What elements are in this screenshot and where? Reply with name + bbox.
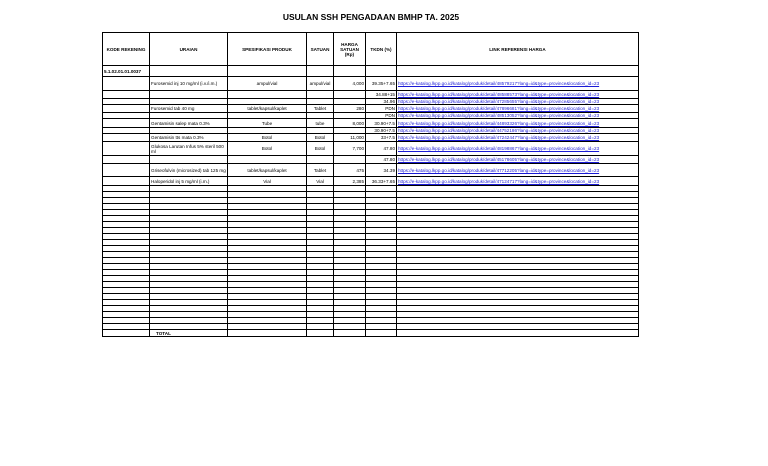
cell-satuan: Botol <box>307 142 334 156</box>
cell-tkdn: 30.90+7.5 <box>366 128 397 134</box>
cell-uraian <box>150 156 228 164</box>
cell-spesifikasi: tablet/kapsul/kaplet <box>228 164 307 177</box>
cell-satuan <box>307 156 334 164</box>
cell-kode <box>103 164 150 177</box>
cell-link <box>397 177 639 186</box>
cell-satuan <box>307 91 334 99</box>
cell-kode <box>103 156 150 164</box>
reference-link[interactable]: https://e-katalog.lkpp.go.id/katalog/produk/detail/48513052?lang=id&type=province&location_id=23 <box>398 113 600 118</box>
cell-link <box>397 77 639 91</box>
cell-tkdn: 36.33+7.65 <box>366 177 397 186</box>
cell-kode <box>103 105 150 113</box>
cell-kode <box>103 119 150 128</box>
cell-tkdn: 33+7.5 <box>366 134 397 142</box>
cell-spesifikasi: ampul/vial <box>228 77 307 91</box>
cell-harga <box>334 156 366 164</box>
cell-tkdn: 34.96 <box>366 99 397 105</box>
cell-uraian <box>150 91 228 99</box>
cell-kode <box>103 77 150 91</box>
cell-kode <box>103 177 150 186</box>
page-title: USULAN SSH PENGADAAN BMHP TA. 2025 <box>282 12 460 22</box>
table-row <box>103 119 639 128</box>
reference-link[interactable]: https://e-katalog.lkpp.go.id/katalog/produk/detail/48198867?lang=id&type=province&location_id=23 <box>398 146 600 151</box>
cell-tkdn: PDN <box>366 113 397 119</box>
section-row <box>103 66 639 77</box>
cell-satuan: tube <box>307 119 334 128</box>
reference-link[interactable]: https://e-katalog.lkpp.go.id/katalog/produk/detail/47712205?lang=id&type=province&location_id=23 <box>398 167 600 173</box>
cell-uraian: Furosemid inj 10 mg/ml (i.v./i.m.) <box>150 77 228 91</box>
cell-link <box>397 105 639 113</box>
cell-spesifikasi: Botol <box>228 134 307 142</box>
reference-link[interactable]: https://e-katalog.lkpp.go.id/katalog/produk/detail/47896681?lang=id&type=province&location_id=23 <box>398 106 600 111</box>
ssh-table <box>102 32 639 337</box>
cell-uraian: Furosemid tab 40 mg <box>150 105 228 113</box>
cell-tkdn: 39.35+7.65 <box>366 77 397 91</box>
cell-uraian: Gentamisin tts mata 0.3% <box>150 134 228 142</box>
cell-kode <box>103 134 150 142</box>
cell-spesifikasi: Tube <box>228 119 307 128</box>
cell-harga: 280 <box>334 105 366 113</box>
cell-kode <box>103 91 150 99</box>
table-header-row <box>103 33 639 66</box>
reference-link[interactable]: https://e-katalog.lkpp.go.id/katalog/produk/detail/47124717?lang=id&type=province&location_id=23 <box>398 178 600 184</box>
cell-spesifikasi: Botol <box>228 142 307 156</box>
cell-satuan: Tablet <box>307 105 334 113</box>
cell-harga <box>334 91 366 99</box>
cell-link <box>397 119 639 128</box>
cell-harga: 11,000 <box>334 134 366 142</box>
cell-tkdn: PDN <box>366 105 397 113</box>
table-row <box>103 77 639 91</box>
total-row <box>103 330 639 337</box>
cell-spesifikasi <box>228 156 307 164</box>
table-row <box>103 134 639 142</box>
cell-link <box>397 164 639 177</box>
col-header-spesifikasi: SPESIFIKASI PRODUK <box>228 33 307 66</box>
cell-spesifikasi: tablet/kapsul/kaplet <box>228 105 307 113</box>
cell-spesifikasi: Vial <box>228 177 307 186</box>
table-row <box>103 177 639 186</box>
cell-harga: 4,000 <box>334 77 366 91</box>
col-header-harga: HARGA SATUAN (Rp) <box>334 33 366 66</box>
table-row <box>103 91 639 99</box>
cell-tkdn: 30.90+7.5 <box>366 119 397 128</box>
cell-harga: 2,385 <box>334 177 366 186</box>
cell-uraian: Glukosa Larutan Infus 5% steril 500 ml <box>150 142 228 156</box>
cell-link <box>397 91 639 99</box>
cell-uraian: Haloperidol inj 5 mg/ml (i.m.) <box>150 177 228 186</box>
reference-link[interactable]: https://e-katalog.lkpp.go.id/katalog/produk/detail/44893326?lang=id&type=province&location_id=23 <box>398 120 600 126</box>
cell-link <box>397 134 639 142</box>
cell-satuan: Vial <box>307 177 334 186</box>
total-label: TOTAL <box>150 330 228 337</box>
cell-tkdn: 34.88+15 <box>366 91 397 99</box>
section-code: 5.1.02.01.01.0037 <box>103 66 150 77</box>
cell-spesifikasi <box>228 91 307 99</box>
cell-link <box>397 142 639 156</box>
reference-link[interactable]: https://e-katalog.lkpp.go.id/katalog/produk/detail/45178605?lang=id&type=province&location_id=23 <box>398 157 600 162</box>
table-row <box>103 164 639 177</box>
reference-link[interactable]: https://e-katalog.lkpp.go.id/katalog/produk/detail/48588573?lang=id&type=province&location_id=23 <box>398 92 600 97</box>
cell-tkdn: 47.80 <box>366 142 397 156</box>
reference-link[interactable]: https://e-katalog.lkpp.go.id/katalog/produk/detail/44752186?lang=id&type=province&location_id=23 <box>398 128 600 133</box>
cell-tkdn: 34.39 <box>366 164 397 177</box>
cell-satuan: ampul/vial <box>307 77 334 91</box>
cell-kode <box>103 142 150 156</box>
reference-link[interactable]: https://e-katalog.lkpp.go.id/katalog/produk/detail/47242447?lang=id&type=province&location_id=23 <box>398 135 600 140</box>
col-header-kode: KODE REKENING <box>103 33 150 66</box>
cell-tkdn: 47.80 <box>366 156 397 164</box>
col-header-tkdn: TKDN (%) <box>366 33 397 66</box>
table-row <box>103 105 639 113</box>
cell-harga: 475 <box>334 164 366 177</box>
cell-satuan: Botol <box>307 134 334 142</box>
cell-uraian: Gentamisin salep mata 0.3% <box>150 119 228 128</box>
col-header-link: LINK REFERENSI HARGA <box>397 33 639 66</box>
reference-link[interactable]: https://e-katalog.lkpp.go.id/katalog/produk/detail/48579217?lang=id&type=province&location_id=23 <box>398 81 600 86</box>
cell-harga: 8,000 <box>334 119 366 128</box>
reference-link[interactable]: https://e-katalog.lkpp.go.id/katalog/produk/detail/47285655?lang=id&type=province&location_id=23 <box>398 99 600 104</box>
table-row <box>103 156 639 164</box>
col-header-uraian: URAIAN <box>150 33 228 66</box>
cell-harga: 7,700 <box>334 142 366 156</box>
table-row <box>103 142 639 156</box>
cell-uraian: Griseofulvin (microsized) tab 125 mg <box>150 164 228 177</box>
cell-satuan: Tablet <box>307 164 334 177</box>
col-header-satuan: SATUAN <box>307 33 334 66</box>
cell-link <box>397 156 639 164</box>
